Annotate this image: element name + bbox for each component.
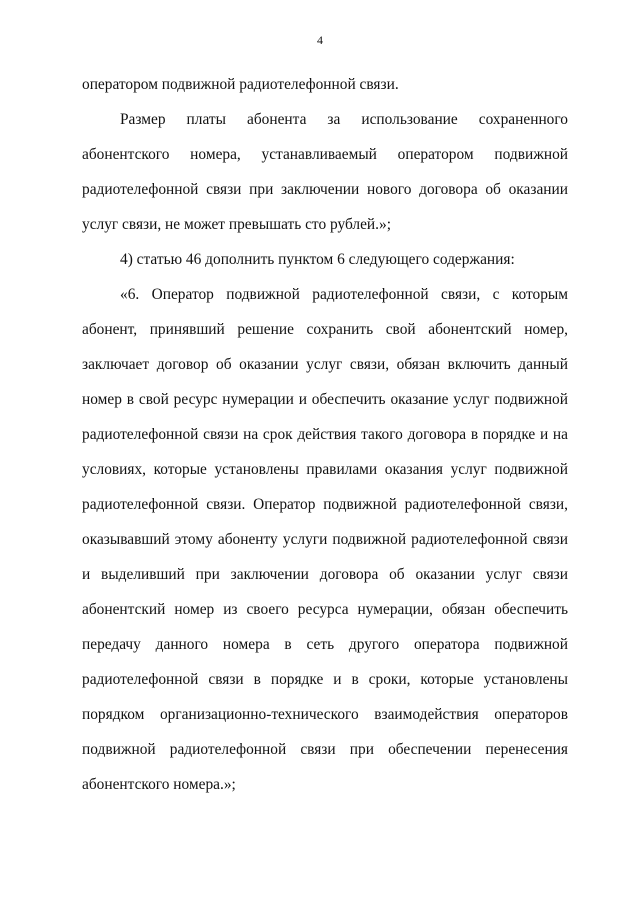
paragraph-item-4: 4) статью 46 дополнить пунктом 6 следующего содержания: [120,251,515,268]
paragraph-continuation: оператором подвижной радиотелефонной связи. [82,76,399,93]
page-number: 4 [317,33,323,47]
paragraph-point-6: «6. Оператор подвижной радиотелефонной связи, с которым абонент, принявший решение сохранить свой абонентский номер, заключает договор об оказании услуг связи, обязан включить данный номер в свой ресурс нумерации и обеспечить оказание услуг подвижной радиотелефонной связи на срок действия такого договора в порядке и на условиях, которые установлены правилами оказания услуг подвижной радиотелефонной связи. Оператор подвижной радиотелефонной связи, оказывавший этому абоненту услуги подвижной радиотелефонной связи и выделивший при заключении договора об оказании услуг связи абонентский номер из своего ресурса нумерации, обязан обеспечить передачу данного номера в сеть другого оператора подвижной радиотелефонной связи в порядке и в сроки, которые установлены порядком организационно-технического взаимодействия операторов подвижной радиотелефонной связи при обеспечении перенесения абонентского номера.»; [82,286,568,793]
paragraph-fee-limit: Размер платы абонента за использование сохраненного абонентского номера, устанавливаемый оператором подвижной радиотелефонной связи при заключении нового договора об оказании услуг связи, не может превышать сто рублей.»; [82,111,568,233]
document-body [82,67,568,802]
